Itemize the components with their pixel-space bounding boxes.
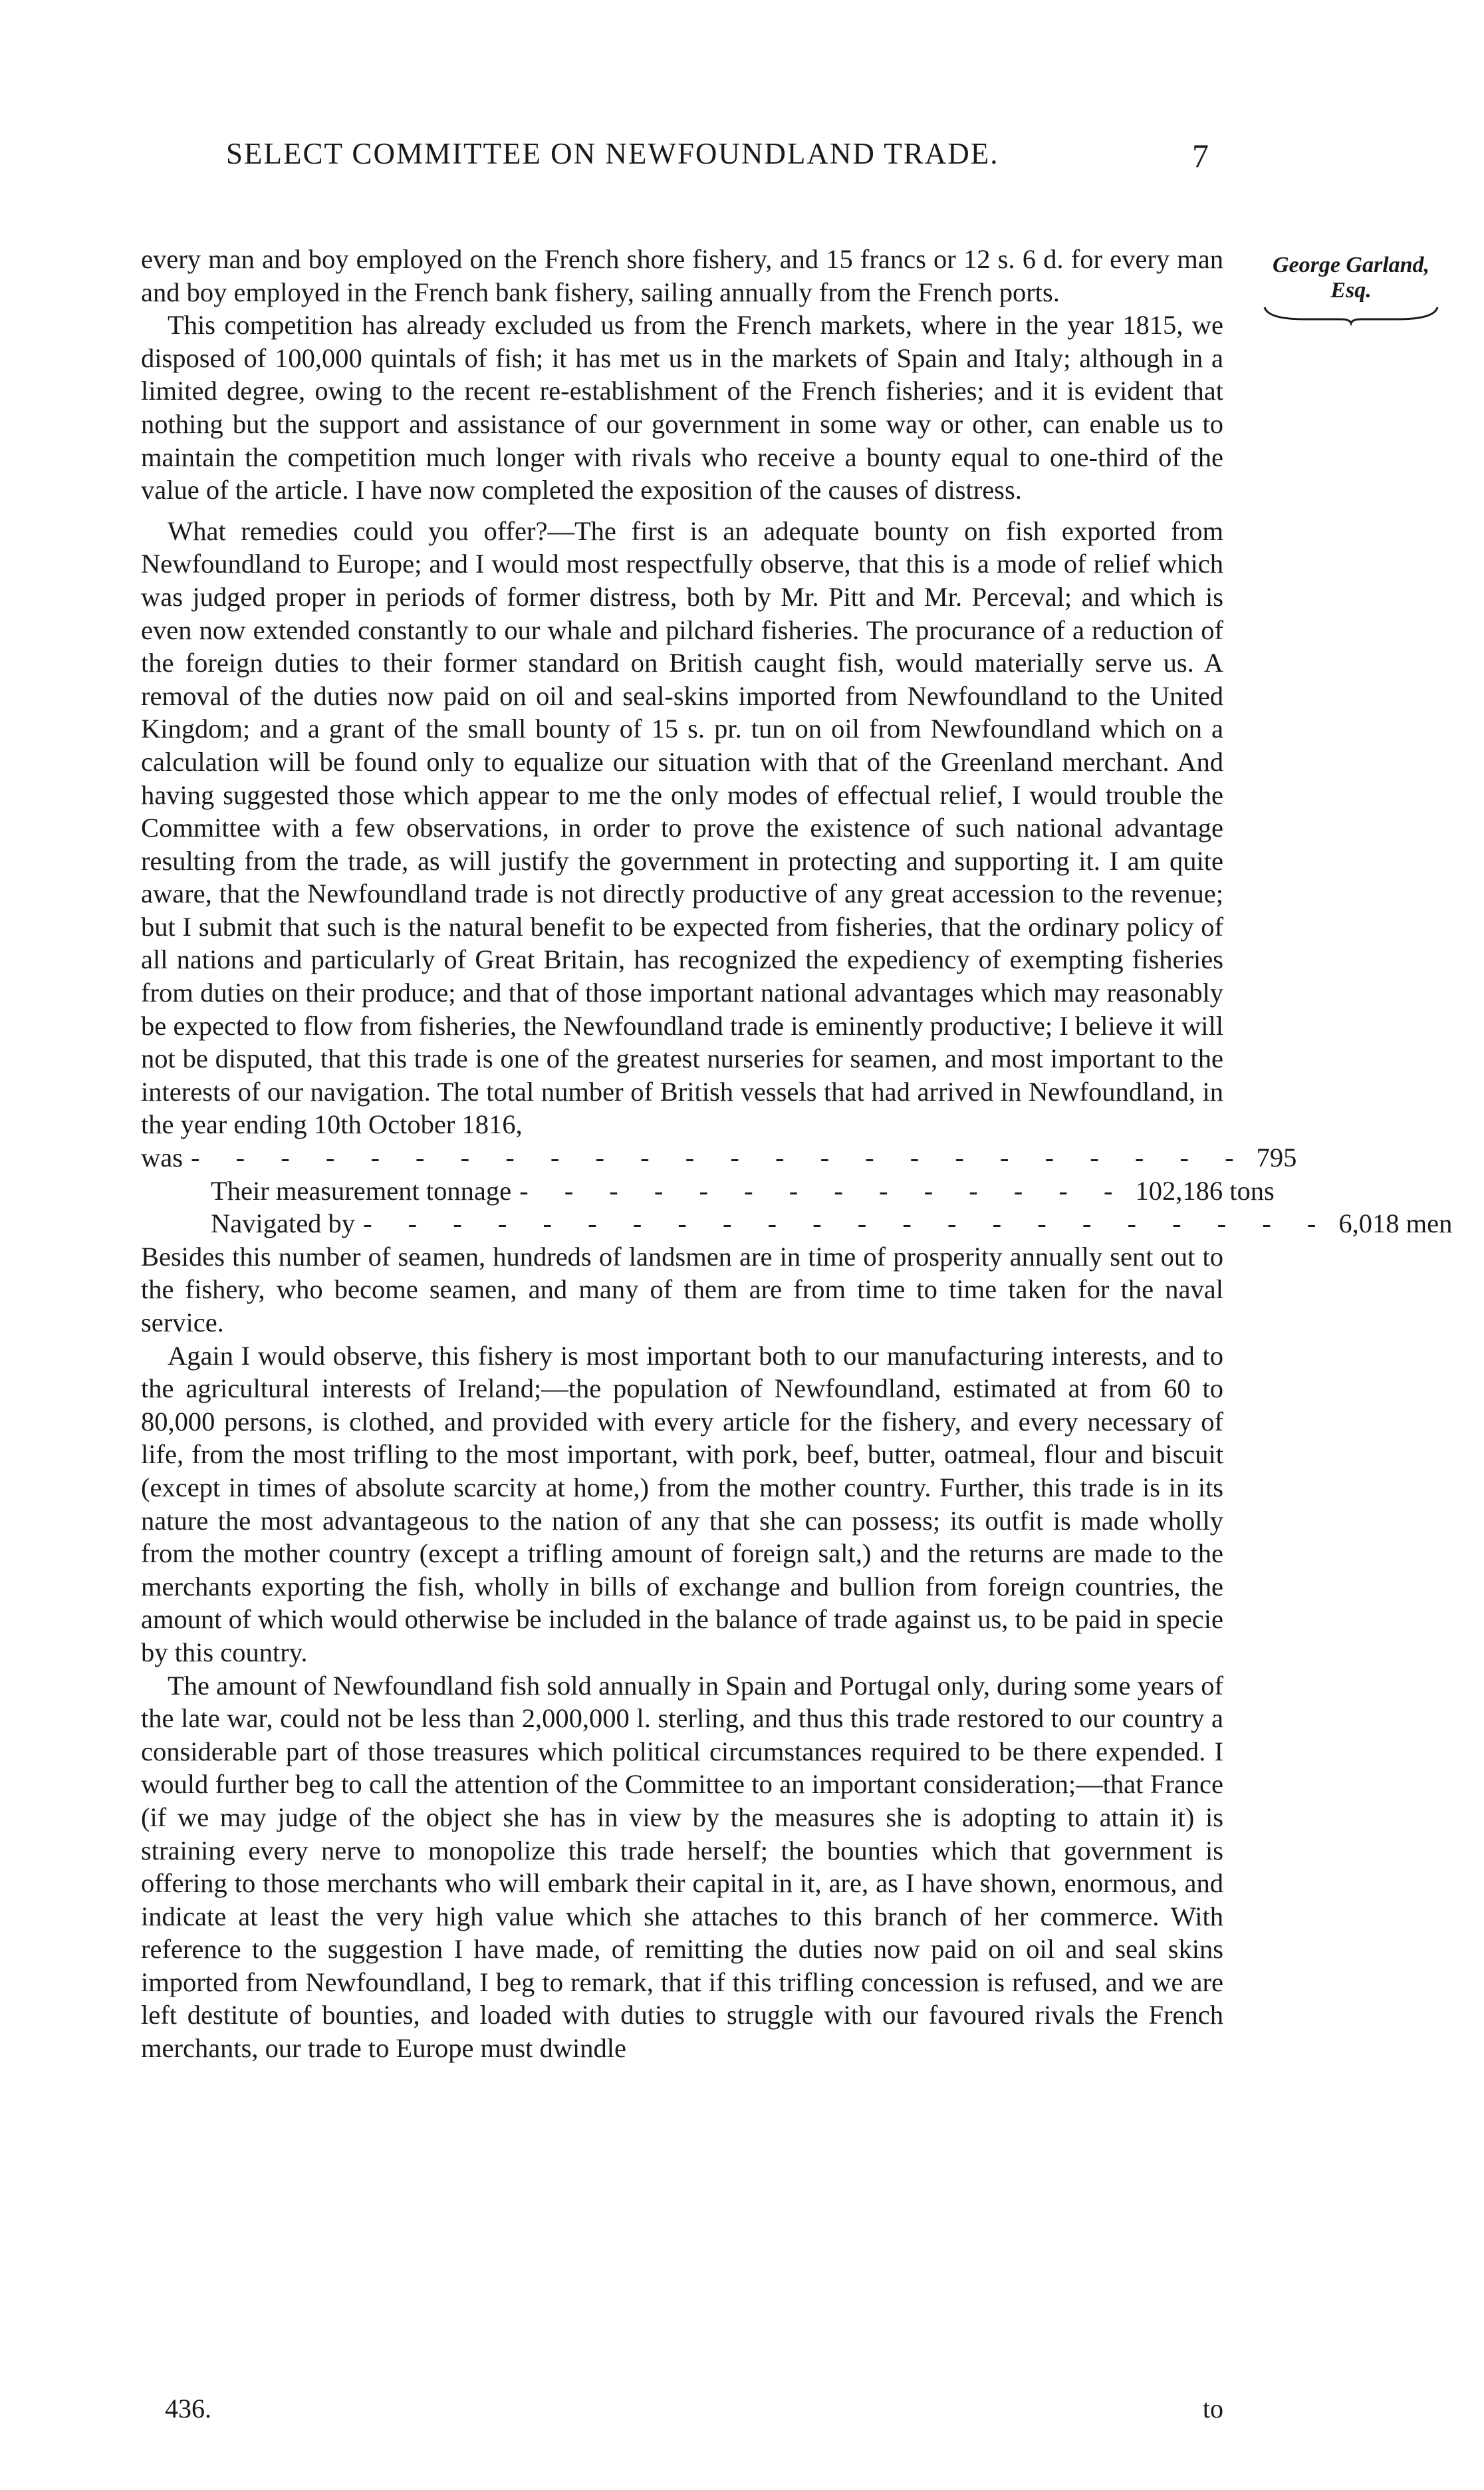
vessels-label: was <box>141 1143 183 1173</box>
running-title: SELECT COMMITTEE ON NEWFOUNDLAND TRADE. <box>226 137 999 170</box>
page-number: 7 <box>1192 137 1210 174</box>
paragraph: Again I would observe, this fishery is most important both to our manufacturing interests, and to the agricultural interests of Ireland;—the population of Newfoundland, estimated at from 60 to 80,000 persons, is clothed, and provided with every article for the fishery, and every necessary of life, from the most trifling to the most important, with pork, beef, butter, oatmeal, flour and biscuit (except in times of absolute scarcity at home,) from the mother country. Further, this trade is in its nature the most advantageous to the nation of any that she can possess; its outfit is made wholly from the mother country (except a trifling amount of foreign salt,) and the returns are made to the merchants exporting the fish, wholly in bills of exchange and bullion from foreign countries, the amount of which would otherwise be included in the balance of trade against us, to be paid in specie by this country. <box>141 1340 1223 1667</box>
tonnage-line: Their measurement tonnage - - - - - - - - - - - - - - 102,186 tons <box>141 1175 1223 1208</box>
tonnage-label: Their measurement tonnage <box>211 1175 512 1206</box>
navigated-label: Navigated by <box>211 1208 356 1239</box>
witness-suffix: Esq. <box>1330 278 1372 303</box>
paragraph: What remedies could you offer?—The first is an adequate bounty on fish exported from Newfoundland to Europe; and I would most respectfully observe, that this is a mode of relief which was judged proper in periods of former distress, both by Mr. Pitt and Mr. Perceval; and which is even now extended constantly to our whale and pilchard fisheries. The procurance of a reduction of the foreign duties to their former standard on British caught fish, would materially serve us. A removal of the duties now paid on oil and seal-skins imported from Newfoundland to the United Kingdom; and a grant of the small bounty of 15 s. pr. tun on oil from Newfoundland which on a calculation will be found only to equalize our situation with that of the Greenland merchant. And having suggested those which appear to me the only modes of effectual relief, I would trouble the Committee with a few observations, in order to prove the existence of such national advantage resulting from the trade, as will justify the government in protecting and supporting it. I am quite aware, that the Newfoundland trade is not directly productive of any great accession to the revenue; but I submit that such is the natural benefit to be expected from fisheries, that the ordinary policy of all nations and particularly of Great Britain, has recognized the expediency of exempting fisheries from duties on their produce; and that of those important national advantages which may reasonably be expected to flow from fisheries, the Newfoundland trade is eminently productive; I believe it will not be disputed, that this trade is one of the greatest nurseries for seamen, and most important to the interests of our navigation. The total number of British vessels that had arrived in Newfoundland, in the year ending 10th October 1816, <box>141 515 1223 1140</box>
vessels-line: was - - - - - - - - - - - - - - - - - - - - - - - - 795 <box>141 1141 1223 1175</box>
margin-note <box>1251 253 1451 325</box>
paragraph: The amount of Newfoundland fish sold annually in Spain and Portugal only, during some years of the late war, could not be less than 2,000,000 l. sterling, and thus this trade restored to our country a considerable part of those treasures which political circumstances required to be there expended. I would further beg to call the attention of the Committee to an important consideration;—that France (if we may judge of the object she has in view by the measures she is adopting to attain it) is straining every nerve to monopolize this trade herself; the bounties which that government is offering to those merchants who will embark their capital in it, are, as I have shown, enormous, and indicate at least the very high value which she attaches to this branch of her commerce. With reference to the suggestion I have made, of remitting the duties now paid on oil and seal skins imported from Newfoundland, I beg to remark, that if this trifling concession is refused, and we are left destitute of bounties, and loaded with duties to struggle with our favoured rivals the French merchants, our trade to Europe must dwindle <box>141 1670 1223 2064</box>
paragraph: This competition has already excluded us from the French markets, where in the year 1815, we disposed of 100,000 quintals of fish; it has met us in the markets of Spain and Italy; although in a limited degree, owing to the recent re-establishment of the French fisheries; and it is evident that nothing but the support and assistance of our government in some way or other, can enable us to maintain the competition much longer with rivals who receive a bounty equal to one-third of the value of the article. I have now completed the exposition of the causes of distress. <box>141 310 1223 505</box>
tonnage-value: 102,186 tons <box>1135 1175 1275 1206</box>
paragraph: every man and boy employed on the French shore fishery, and 15 francs or 12 s. 6 d. for every man and boy employed in the French bank fishery, sailing annually from the French ports. <box>141 244 1223 307</box>
brace-icon <box>1251 305 1451 325</box>
navigated-line: Navigated by - - - - - - - - - - - - - - - - - - - - - - 6,018 men <box>141 1207 1223 1240</box>
signature-mark: 436. <box>165 2394 211 2423</box>
catchword: to <box>1202 2394 1223 2423</box>
paragraph: Besides this number of seamen, hundreds of landsmen are in time of prosperity annually sent out to the fishery, who become seamen, and many of them are from time to time taken for the naval service. <box>141 1241 1223 1337</box>
vessels-value: 795 <box>1256 1143 1297 1173</box>
navigated-value: 6,018 men <box>1338 1208 1453 1239</box>
witness-name: George Garland, <box>1272 253 1430 277</box>
